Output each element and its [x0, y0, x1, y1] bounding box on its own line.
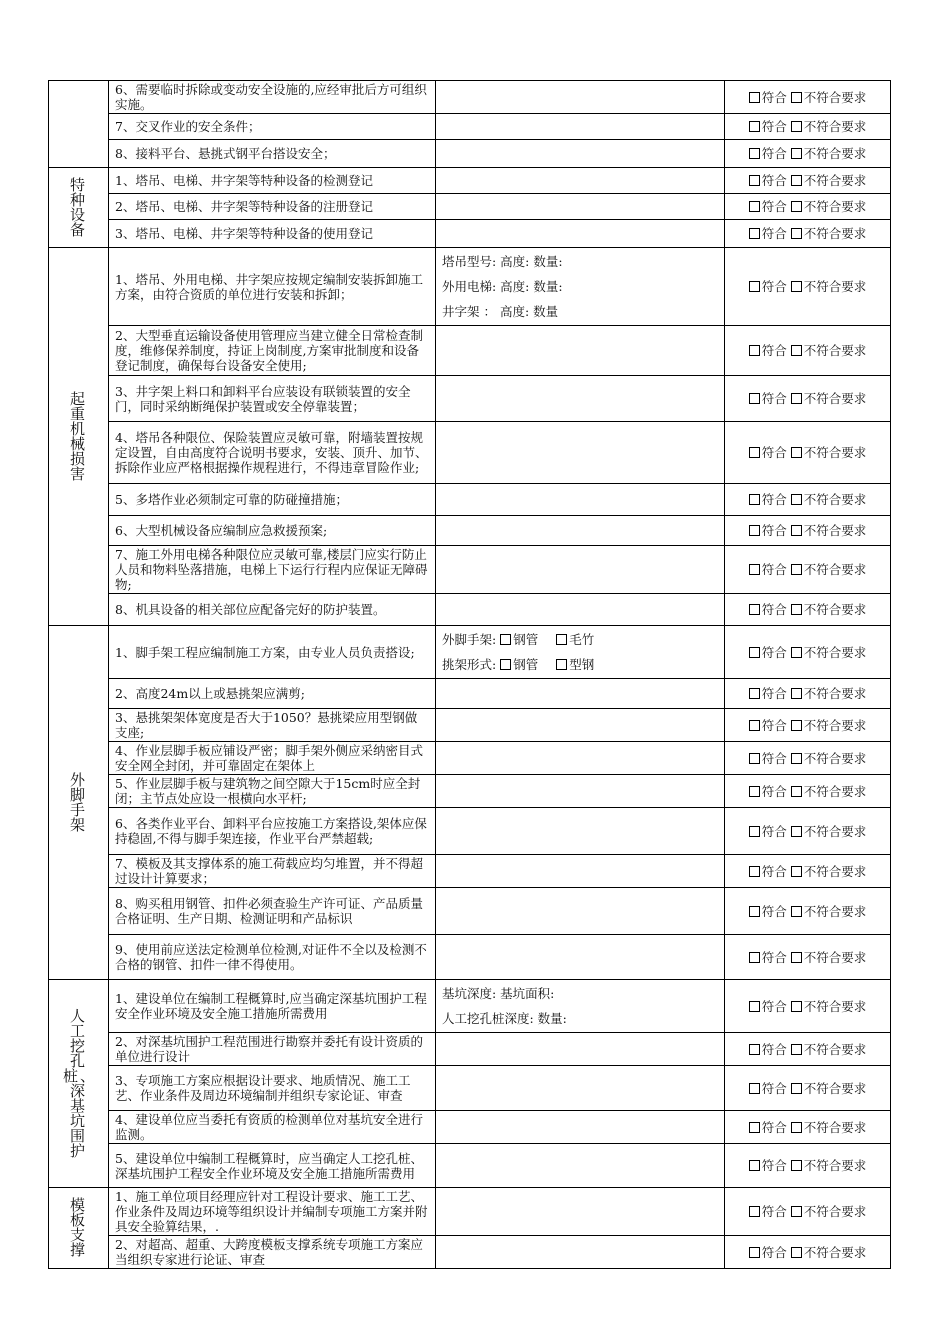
info-line: 外用电梯: 高度: 数量: — [442, 279, 563, 294]
item-text: 8、购买租用钢管、扣件必须查验生产许可证、产品质量合格证明、生产日期、检测证明和产品标识 — [109, 888, 436, 935]
fail-label: 不符合要求 — [803, 717, 867, 733]
pass-label: 符合 — [761, 562, 787, 577]
result-cell — [725, 376, 891, 422]
pass-label: 符合 — [761, 823, 787, 839]
fail-checkbox[interactable] — [791, 1247, 802, 1258]
info-cell — [436, 775, 725, 808]
fail-label: 不符合要求 — [803, 279, 867, 294]
item-text: 7、施工外用电梯各种限位应灵敏可靠,楼层门应实行防止人员和物料坠落措施，电梯上下运行行程内应保证无障碍物; — [109, 546, 436, 594]
result-cell — [725, 594, 891, 626]
fail-label: 不符合要求 — [803, 686, 867, 701]
info-cell — [436, 980, 725, 1033]
pass-label: 符合 — [761, 445, 787, 460]
pass-checkbox[interactable] — [749, 604, 760, 615]
item-text: 1、建设单位在编制工程概算时,应当确定深基坑围护工程安全作业环境及安全施工措施所需费用 — [109, 980, 436, 1033]
pass-label: 符合 — [761, 949, 787, 965]
fail-checkbox[interactable] — [791, 494, 802, 505]
result-cell — [725, 1066, 891, 1111]
fail-label: 不符合要求 — [803, 445, 867, 460]
table-row — [49, 1111, 891, 1144]
table-row — [49, 888, 891, 935]
item-text: 5、作业层脚手板与建筑物之间空隙大于15cm时应全封闭；主节点处应设一根横向水平杆; — [109, 775, 436, 808]
result-cell — [725, 888, 891, 935]
pass-checkbox[interactable] — [749, 525, 760, 536]
item-text: 2、对深基坑围护工程范围进行勘察并委托有设计资质的单位进行设计 — [109, 1033, 436, 1066]
fail-label: 不符合要求 — [803, 1080, 867, 1096]
pass-checkbox[interactable] — [749, 121, 760, 132]
info-check-line — [442, 627, 718, 652]
item-text: 5、建设单位中编制工程概算时，应当确定人工挖孔桩、深基坑围护工程安全作业环境及安全施工措施所需费用 — [109, 1144, 436, 1188]
fail-checkbox[interactable] — [791, 1160, 802, 1171]
table-row — [49, 1033, 891, 1066]
table-row — [49, 626, 891, 679]
info-cell — [436, 679, 725, 709]
pass-label: 符合 — [761, 998, 787, 1014]
info-cell — [436, 1033, 725, 1066]
pass-label: 符合 — [761, 717, 787, 733]
result-cell — [725, 855, 891, 888]
pass-checkbox[interactable] — [749, 1206, 760, 1217]
pass-checkbox[interactable] — [749, 1160, 760, 1171]
fail-checkbox[interactable] — [791, 345, 802, 356]
info-cell — [436, 1111, 725, 1144]
info-cell — [436, 484, 725, 516]
pass-checkbox[interactable] — [749, 201, 760, 212]
table-row — [49, 248, 891, 326]
item-text: 7、模板及其支撑体系的施工荷载应均匀堆置，并不得超过设计计算要求； — [109, 855, 436, 888]
result-cell — [725, 326, 891, 376]
fail-label: 不符合要求 — [803, 226, 867, 241]
item-text: 3、井字架上料口和卸料平台应装设有联锁装置的安全门，同时采纳断绳保护装置或安全停靠装置； — [109, 376, 436, 422]
info-cell — [436, 1188, 725, 1236]
item-text: 1、塔吊、电梯、井字架等特种设备的检测登记 — [109, 168, 436, 194]
category-cell: 外脚手架 — [49, 626, 109, 980]
pass-checkbox[interactable] — [749, 753, 760, 764]
item-text: 2、大型垂直运输设备使用管理应当建立健全日常检查制度，维修保养制度，持证上岗制度,方案审批制度和设备登记制度，确保每台设备安全使用; — [109, 326, 436, 376]
fail-checkbox[interactable] — [791, 688, 802, 699]
table-row — [49, 326, 891, 376]
pass-checkbox[interactable] — [749, 1001, 760, 1012]
fail-label: 不符合要求 — [803, 949, 867, 965]
info-line: 人工挖孔桩深度: 数量: — [442, 1011, 567, 1026]
pass-checkbox[interactable] — [749, 148, 760, 159]
fail-checkbox[interactable] — [791, 525, 802, 536]
category-cell — [49, 81, 109, 168]
info-cell — [436, 168, 725, 194]
table-row — [49, 594, 891, 626]
fail-checkbox[interactable] — [791, 393, 802, 404]
result-cell — [725, 626, 891, 679]
info-check-label: 挑架形式: — [442, 657, 497, 672]
pass-label: 符合 — [761, 492, 787, 507]
result-cell — [725, 742, 891, 775]
fail-label: 不符合要求 — [803, 998, 867, 1014]
info-cell — [436, 248, 725, 326]
fail-label: 不符合要求 — [803, 146, 867, 161]
table-row — [49, 484, 891, 516]
pass-checkbox[interactable] — [749, 281, 760, 292]
info-cell — [436, 626, 725, 679]
checkbox-label: 型钢 — [569, 657, 595, 672]
pass-label: 符合 — [761, 1244, 787, 1260]
pass-label: 符合 — [761, 343, 787, 358]
info-cell — [436, 140, 725, 168]
table-row — [49, 808, 891, 855]
item-text: 6、需要临时拆除或变动安全设施的,应经审批后方可组织实施。 — [109, 81, 436, 114]
result-cell — [725, 194, 891, 220]
info-cell — [436, 220, 725, 248]
table-row — [49, 980, 891, 1033]
pass-label: 符合 — [761, 1041, 787, 1057]
fail-label: 不符合要求 — [803, 1119, 867, 1135]
pass-checkbox[interactable] — [749, 345, 760, 356]
item-text: 2、高度24m以上或悬挑架应满剪; — [109, 679, 436, 709]
info-check-label: 外脚手架: — [442, 632, 497, 647]
fail-checkbox[interactable] — [791, 826, 802, 837]
item-text: 8、接料平台、悬挑式钢平台搭设安全； — [109, 140, 436, 168]
fail-label: 不符合要求 — [803, 173, 867, 188]
checkbox-label: 钢管 — [513, 632, 539, 647]
result-cell — [725, 168, 891, 194]
table-row — [49, 1236, 891, 1269]
fail-checkbox[interactable] — [791, 1044, 802, 1055]
item-text: 2、塔吊、电梯、井字架等特种设备的注册登记 — [109, 194, 436, 220]
info-cell — [436, 935, 725, 980]
pass-label: 符合 — [761, 1158, 787, 1173]
item-text: 8、机具设备的相关部位应配备完好的防护装置。 — [109, 594, 436, 626]
table-row — [49, 1144, 891, 1188]
item-text: 9、使用前应送法定检测单位检测,对证件不全以及检测不合格的钢管、扣件一律不得使用。 — [109, 935, 436, 980]
info-check-line — [442, 652, 718, 677]
checkbox-label: 钢管 — [513, 657, 539, 672]
pass-label: 符合 — [761, 750, 787, 766]
fail-checkbox[interactable] — [791, 1083, 802, 1094]
table-row — [49, 855, 891, 888]
item-text: 3、悬挑架架体宽度是否大于1050？悬挑梁应用型钢做支座; — [109, 709, 436, 742]
pass-checkbox[interactable] — [749, 1044, 760, 1055]
pass-checkbox[interactable] — [749, 564, 760, 575]
pass-checkbox[interactable] — [749, 647, 760, 658]
fail-label: 不符合要求 — [803, 119, 867, 134]
result-cell — [725, 140, 891, 168]
result-cell — [725, 775, 891, 808]
table-row — [49, 114, 891, 140]
fail-checkbox[interactable] — [791, 720, 802, 731]
item-text: 6、大型机械设备应编制应急救援预案; — [109, 516, 436, 546]
item-text: 2、对超高、超重、大跨度模板支撑系统专项施工方案应当组织专家进行论证、审查 — [109, 1236, 436, 1269]
info-cell — [436, 888, 725, 935]
pass-checkbox[interactable] — [749, 393, 760, 404]
category-cell: 起重机械损害 — [49, 248, 109, 626]
table-row — [49, 376, 891, 422]
result-cell — [725, 114, 891, 140]
info-cell — [436, 194, 725, 220]
pass-label: 符合 — [761, 602, 787, 617]
fail-label: 不符合要求 — [803, 562, 867, 577]
checkbox[interactable] — [500, 634, 511, 645]
fail-checkbox[interactable] — [791, 92, 802, 103]
table-row — [49, 742, 891, 775]
info-cell — [436, 1236, 725, 1269]
table-row — [49, 516, 891, 546]
fail-label: 不符合要求 — [803, 1204, 867, 1219]
pass-checkbox[interactable] — [749, 688, 760, 699]
pass-label: 符合 — [761, 146, 787, 161]
result-cell — [725, 980, 891, 1033]
table-row — [49, 935, 891, 980]
fail-label: 不符合要求 — [803, 750, 867, 766]
fail-checkbox[interactable] — [791, 786, 802, 797]
fail-checkbox[interactable] — [791, 148, 802, 159]
fail-checkbox[interactable] — [791, 906, 802, 917]
inspection-table — [48, 80, 891, 1269]
pass-label: 符合 — [761, 173, 787, 188]
pass-label: 符合 — [761, 279, 787, 294]
pass-label: 符合 — [761, 1080, 787, 1096]
item-text: 6、各类作业平台、卸料平台应按施工方案搭设,架体应保持稳固,不得与脚手架连接，作业平台严禁超载; — [109, 808, 436, 855]
fail-label: 不符合要求 — [803, 89, 867, 105]
checkbox[interactable] — [556, 634, 567, 645]
item-text: 5、多塔作业必须制定可靠的防碰撞措施； — [109, 484, 436, 516]
item-text: 4、建设单位应当委托有资质的检测单位对基坑安全进行监测。 — [109, 1111, 436, 1144]
info-line: 井字架 ： 高度: 数量 — [442, 304, 559, 319]
table-row — [49, 140, 891, 168]
table-row — [49, 194, 891, 220]
fail-label: 不符合要求 — [803, 783, 867, 799]
fail-label: 不符合要求 — [803, 823, 867, 839]
fail-label: 不符合要求 — [803, 644, 867, 660]
result-cell — [725, 248, 891, 326]
pass-label: 符合 — [761, 89, 787, 105]
info-cell — [436, 808, 725, 855]
pass-checkbox[interactable] — [749, 1122, 760, 1133]
info-cell — [436, 1066, 725, 1111]
fail-checkbox[interactable] — [791, 201, 802, 212]
item-text: 3、塔吊、电梯、井字架等特种设备的使用登记 — [109, 220, 436, 248]
checkbox[interactable] — [556, 659, 567, 670]
fail-checkbox[interactable] — [791, 753, 802, 764]
fail-label: 不符合要求 — [803, 863, 867, 879]
pass-checkbox[interactable] — [749, 228, 760, 239]
info-cell — [436, 376, 725, 422]
result-cell — [725, 220, 891, 248]
fail-checkbox[interactable] — [791, 647, 802, 658]
fail-label: 不符合要求 — [803, 903, 867, 919]
info-cell — [436, 855, 725, 888]
info-cell — [436, 709, 725, 742]
item-text: 1、塔吊、外用电梯、井字架应按规定编制安装拆卸施工方案，由符合资质的单位进行安装和拆卸； — [109, 248, 436, 326]
result-cell — [725, 709, 891, 742]
table-row — [49, 1066, 891, 1111]
pass-label: 符合 — [761, 686, 787, 701]
result-cell — [725, 1033, 891, 1066]
pass-label: 符合 — [761, 644, 787, 660]
pass-checkbox[interactable] — [749, 447, 760, 458]
info-cell — [436, 81, 725, 114]
item-text: 7、交叉作业的安全条件； — [109, 114, 436, 140]
category-cell: 人工挖孔桩、深基坑围护 — [49, 980, 109, 1188]
item-text: 4、作业层脚手板应铺设严密；脚手架外侧应采纳密目式安全网全封闭，并可靠固定在架体上 — [109, 742, 436, 775]
checkbox[interactable] — [500, 659, 511, 670]
category-cell: 模板支撑 — [49, 1188, 109, 1269]
info-cell — [436, 516, 725, 546]
table-row — [49, 546, 891, 594]
result-cell — [725, 1111, 891, 1144]
fail-label: 不符合要求 — [803, 391, 867, 406]
fail-checkbox[interactable] — [791, 604, 802, 615]
fail-label: 不符合要求 — [803, 343, 867, 358]
result-cell — [725, 484, 891, 516]
pass-label: 符合 — [761, 391, 787, 406]
pass-label: 符合 — [761, 783, 787, 799]
table-row — [49, 1188, 891, 1236]
pass-label: 符合 — [761, 903, 787, 919]
category-cell: 特种设备 — [49, 168, 109, 248]
pass-checkbox[interactable] — [749, 92, 760, 103]
fail-checkbox[interactable] — [791, 1122, 802, 1133]
fail-checkbox[interactable] — [791, 564, 802, 575]
info-line: 塔吊型号: 高度: 数量: — [442, 254, 563, 269]
fail-label: 不符合要求 — [803, 523, 867, 538]
pass-checkbox[interactable] — [749, 1247, 760, 1258]
table-row — [49, 168, 891, 194]
pass-label: 符合 — [761, 226, 787, 241]
item-text: 3、专项施工方案应根据设计要求、地质情况、施工工艺、作业条件及周边环境编制并组织专家论证、审查 — [109, 1066, 436, 1111]
fail-checkbox[interactable] — [791, 121, 802, 132]
result-cell — [725, 1188, 891, 1236]
pass-checkbox[interactable] — [749, 786, 760, 797]
fail-checkbox[interactable] — [791, 866, 802, 877]
checkbox-label: 毛竹 — [569, 632, 595, 647]
info-cell — [436, 742, 725, 775]
fail-label: 不符合要求 — [803, 602, 867, 617]
table-row — [49, 422, 891, 484]
fail-checkbox[interactable] — [791, 447, 802, 458]
fail-label: 不符合要求 — [803, 199, 867, 214]
fail-checkbox[interactable] — [791, 1206, 802, 1217]
pass-label: 符合 — [761, 199, 787, 214]
pass-label: 符合 — [761, 1204, 787, 1219]
pass-label: 符合 — [761, 1119, 787, 1135]
fail-label: 不符合要求 — [803, 1158, 867, 1173]
info-cell — [436, 594, 725, 626]
result-cell — [725, 1144, 891, 1188]
fail-checkbox[interactable] — [791, 175, 802, 186]
info-cell — [436, 114, 725, 140]
fail-checkbox[interactable] — [791, 281, 802, 292]
result-cell — [725, 422, 891, 484]
pass-checkbox[interactable] — [749, 494, 760, 505]
fail-checkbox[interactable] — [791, 1001, 802, 1012]
pass-checkbox[interactable] — [749, 826, 760, 837]
fail-checkbox[interactable] — [791, 952, 802, 963]
table-row — [49, 81, 891, 114]
info-cell — [436, 546, 725, 594]
fail-label: 不符合要求 — [803, 1244, 867, 1260]
result-cell — [725, 935, 891, 980]
result-cell — [725, 546, 891, 594]
item-text: 4、塔吊各种限位、保险装置应灵敏可靠，附墙装置按规定设置，自由高度符合说明书要求，安装、顶升、加节、拆除作业应严格根据操作规程进行，不得违章冒险作业; — [109, 422, 436, 484]
info-cell — [436, 422, 725, 484]
item-text: 1、脚手架工程应编制施工方案，由专业人员负责搭设; — [109, 626, 436, 679]
info-cell — [436, 326, 725, 376]
item-text: 1、施工单位项目经理应针对工程设计要求、施工工艺、作业条件及周边环境等组织设计并编制专项施工方案并附具安全验算结果，. — [109, 1188, 436, 1236]
pass-checkbox[interactable] — [749, 175, 760, 186]
pass-label: 符合 — [761, 119, 787, 134]
table-row — [49, 679, 891, 709]
info-cell — [436, 1144, 725, 1188]
fail-label: 不符合要求 — [803, 1041, 867, 1057]
result-cell — [725, 808, 891, 855]
result-cell — [725, 1236, 891, 1269]
inspection-table-body — [49, 81, 891, 1269]
table-row — [49, 775, 891, 808]
fail-checkbox[interactable] — [791, 228, 802, 239]
pass-checkbox[interactable] — [749, 720, 760, 731]
info-line: 基坑深度: 基坑面积: — [442, 986, 555, 1001]
result-cell — [725, 516, 891, 546]
result-cell — [725, 81, 891, 114]
pass-label: 符合 — [761, 863, 787, 879]
pass-checkbox[interactable] — [749, 906, 760, 917]
table-row — [49, 709, 891, 742]
pass-checkbox[interactable] — [749, 866, 760, 877]
pass-checkbox[interactable] — [749, 952, 760, 963]
pass-checkbox[interactable] — [749, 1083, 760, 1094]
table-row — [49, 220, 891, 248]
pass-label: 符合 — [761, 523, 787, 538]
fail-label: 不符合要求 — [803, 492, 867, 507]
result-cell — [725, 679, 891, 709]
